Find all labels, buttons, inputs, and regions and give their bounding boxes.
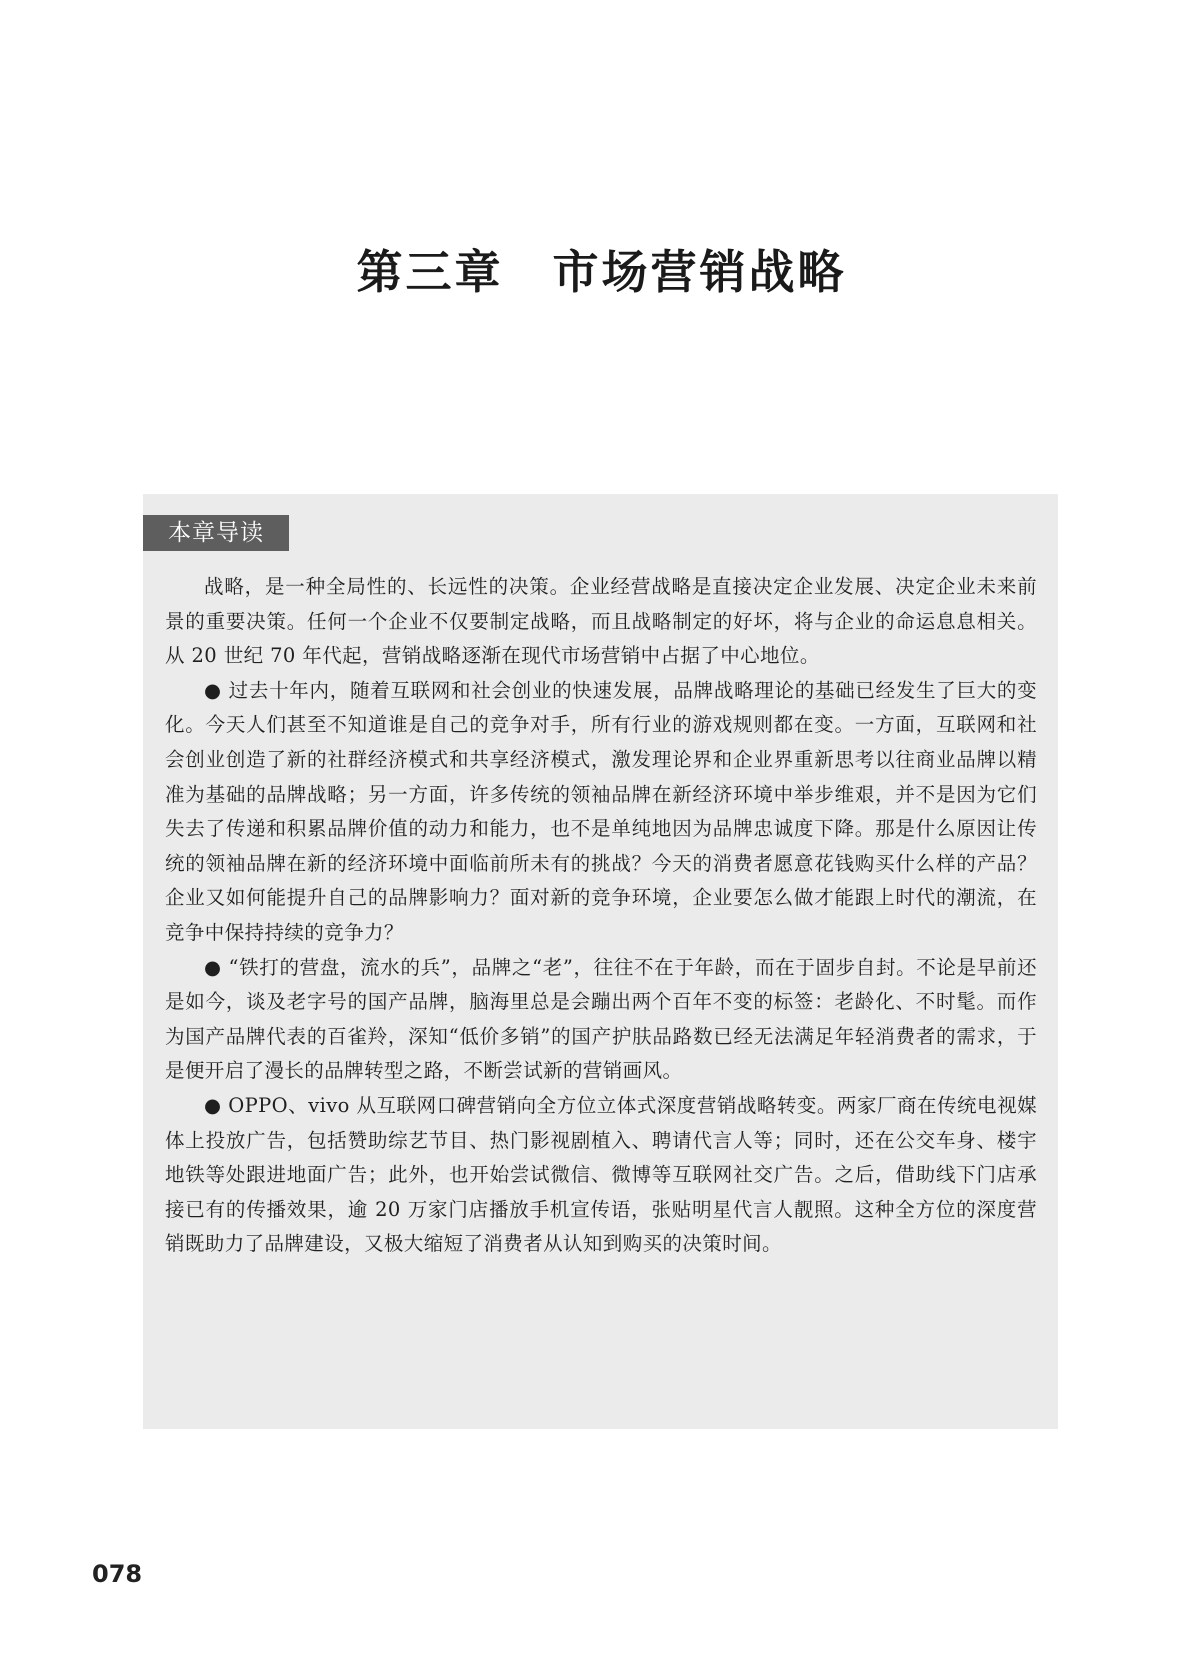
chapter-title: 第三章 市场营销战略: [356, 245, 847, 299]
chapter-intro-box: [143, 494, 1058, 1429]
intro-paragraph: 战略，是一种全局性的、长远性的决策。企业经营战略是直接决定企业发展、决定企业未来前景的重要决策。任何一个企业不仅要制定战略，而且战略制定的好坏，将与企业的命运息息相关。从 20 世纪 70 年代起，营销战略逐渐在现代市场营销中占据了中心地位。: [165, 575, 1037, 668]
page-number: 078: [92, 1560, 143, 1588]
intro-paragraph: ● “铁打的营盘，流水的兵”，品牌之“老”，往往不在于年龄，而在于固步自封。不论是早前还是如今，谈及老字号的国产品牌，脑海里总是会蹦出两个百年不变的标签：老龄化、不时髦。而作为国产品牌代表的百雀羚，深知“低价多销”的国产护肤品路数已经无法满足年轻消费者的需求，于是便开启了漫长的品牌转型之路，不断尝试新的营销画风。: [165, 955, 1037, 1083]
chapter-intro-body: [165, 570, 1037, 1262]
intro-paragraph: ● OPPO、vivo 从互联网口碑营销向全方位立体式深度营销战略转变。两家厂商在传统电视媒体上投放广告，包括赞助综艺节目、热门影视剧植入、聘请代言人等；同时，还在公交车身、楼宇地铁等处跟进地面广告；此外，也开始尝试微信、微博等互联网社交广告。之后，借助线下门店承接已有的传播效果，逾 20 万家门店播放手机宣传语，张贴明星代言人靓照。这种全方位的深度营销既助力了品牌建设，又极大缩短了消费者从认知到购买的决策时间。: [165, 1093, 1037, 1256]
intro-paragraph: ● 过去十年内，随着互联网和社会创业的快速发展，品牌战略理论的基础已经发生了巨大的变化。今天人们甚至不知道谁是自己的竞争对手，所有行业的游戏规则都在变。一方面，互联网和社会创业创造了新的社群经济模式和共享经济模式，激发理论界和企业界重新思考以往商业品牌以精准为基础的品牌战略；另一方面，许多传统的领袖品牌在新经济环境中举步维艰，并不是因为它们失去了传递和积累品牌价值的动力和能力，也不是单纯地因为品牌忠诚度下降。那是什么原因让传统的领袖品牌在新的经济环境中面临前所未有的挑战？今天的消费者愿意花钱购买什么样的产品？企业又如何能提升自己的品牌影响力？面对新的竞争环境，企业要怎么做才能跟上时代的潮流，在竞争中保持持续的竞争力？: [165, 678, 1037, 944]
chapter-intro-label: 本章导读: [143, 515, 289, 551]
